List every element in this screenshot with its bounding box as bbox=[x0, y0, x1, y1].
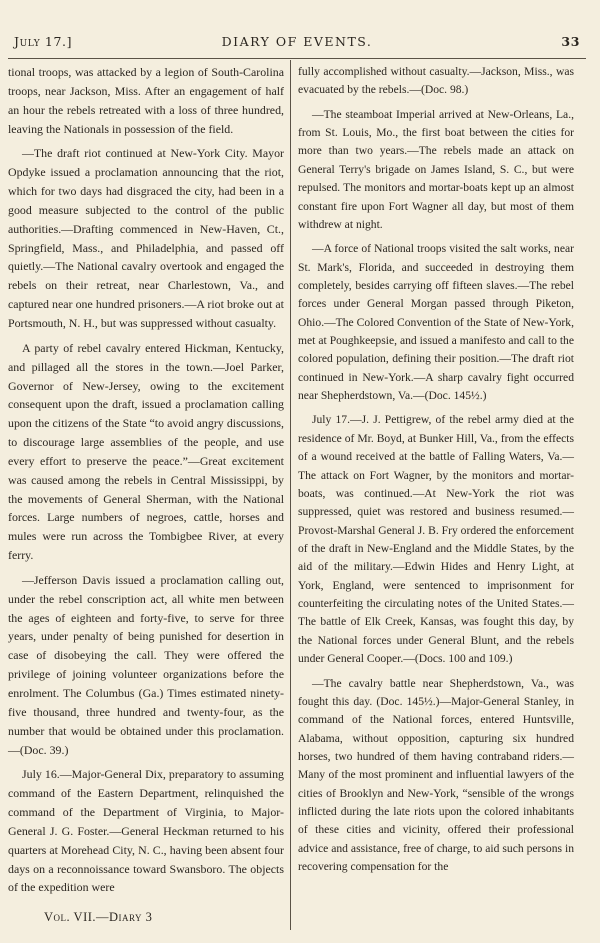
paragraph: July 16.—Major-General Dix, preparatory to assuming command of the Eastern Department, relinquished the command of the Department of Virginia, to Major-General J. G. Foster.—General Heckman returned to his quarters at Morehead City, N. C., having been absent four days on a reconnoissance toward Swansboro. The objects of the expedition were bbox=[8, 767, 284, 895]
header-title: DIARY OF EVENTS. bbox=[221, 34, 373, 49]
volume-signature: Vol. VII.—Diary 3 bbox=[44, 910, 153, 924]
header-rule bbox=[8, 58, 586, 59]
column-divider bbox=[290, 60, 291, 930]
paragraph: —The cavalry battle near Shepherdstown, Va., was fought this day. (Doc. 145½.)—Major-General Stanley, in command of the National forces, entered Huntsville, Alabama, without opposition, capturing six hundred horses, two hundred of them having contraband riders.—Many of the most prominent and influential lawyers of the cities of Brooklyn and New-York, “sensible of the wrongs inflicted during the late riots upon the colored inhabitants of these cities and vicinity, offered their professional advice and assistance, free of charge, to aid such persons in recovering compensation for the bbox=[298, 676, 574, 874]
paragraph: —The draft riot continued at New-York City. Mayor Opdyke issued a proclamation announcing that the riot, which for two days had disgraced the city, had been in a good measure subjected to the control of the public authorities.—Drafting commenced in New-Haven, Ct., Springfield, Mass., and Philadelphia, and passed off quietly.—The National cavalry overtook and engaged the rebels on their retreat, near Charlestown, Va., and captured near one hundred prisoners.—A riot broke out at Portsmouth, N. H., but was suppressed without casualty. bbox=[8, 146, 284, 330]
paragraph: —Jefferson Davis issued a proclamation calling out, under the rebel conscription act, all white men between the ages of eighteen and forty-five, to serve for three years, under penalty of being punished for desertion in case of disobeying the call. They were offered the privilege of joining volunteer organizations before the enrolment. The Columbus (Ga.) Times estimated ninety-five thousand, three hundred and twenty-four, as the number that would be obtained under this proclamation.—(Doc. 39.) bbox=[8, 572, 284, 757]
paragraph: July 17.—J. J. Pettigrew, of the rebel army died at the residence of Mr. Boyd, at Bunker Hill, Va., from the effects of a wound received at the battle of Falling Waters, Va.—The attack on Fort Wagner, by the monitors and mortar-boats, was continued.—At New-York the riot was suppressed, quiet was restored and business resumed.—Provost-Marshal General J. B. Fry ordered the enforcement of the draft in New-England and the Middle States, by the aid of the military.—Edwin Hides and Henry Light, at York, England, were sentenced to imprisonment for counterfeiting the circulating notes of the United States.—The battle of Elk Creek, Kansas, was fought this day, by the National forces under General Blunt, and the rebels under General Cooper.—(Docs. 100 and 109.) bbox=[298, 413, 574, 666]
paragraph: —The steamboat Imperial arrived at New-Orleans, La., from St. Louis, Mo., the first boat between the cities for more than two years.—The rebels made an attack on General Terry's brigade on James Island, S. C., but were repulsed. The monitors and mortar-boats kept up an almost constant fire upon Fort Wagner all day, but most of them withdrew at night. bbox=[298, 107, 574, 231]
right-column bbox=[298, 63, 574, 882]
paragraph: fully accomplished without casualty.—Jackson, Miss., was evacuated by the rebels.—(Doc. 98.) bbox=[298, 65, 574, 97]
paragraph: —A force of National troops visited the salt works, near St. Mark's, Florida, and succeeded in destroying them completely, besides carrying off fifteen slaves.—The rebel forces under General Morgan passed through Piketon, Ohio.—The Colored Convention of the State of New-York, met at Poughkeepsie, and issued a manifesto and call to the colored population, defining their position.—The draft riot continued in New-York.—A sharp cavalry fight occurred near Shepherdstown, Va.—(Doc. 145½.) bbox=[298, 242, 574, 403]
paragraph: tional troops, was attacked by a legion of South-Carolina troops, near Jackson, Miss. After an engagement of half an hour the rebels retreated with a loss of three hundred, leaving the Nationals in possession of the field. bbox=[8, 65, 284, 136]
running-header bbox=[14, 34, 580, 52]
header-date: July 17.] bbox=[14, 34, 73, 49]
paragraph: A party of rebel cavalry entered Hickman, Kentucky, and pillaged all the stores in the town.—Joel Parker, Governor of New-Jersey, owing to the excitement consequent upon the draft, issued a proclamation calling upon the citizens of the State “to avoid angry discussions, to discourage large assemblies of the people, and use every effort to preserve the peace.”—Great excitement was caused among the rebels in Central Mississippi, by the movements of General Sherman, with the National forces. Large numbers of negroes, cattle, horses and mules were run across the Tombigbee River, at every ferry. bbox=[8, 340, 284, 563]
left-column bbox=[8, 63, 284, 903]
page-number: 33 bbox=[561, 34, 580, 49]
